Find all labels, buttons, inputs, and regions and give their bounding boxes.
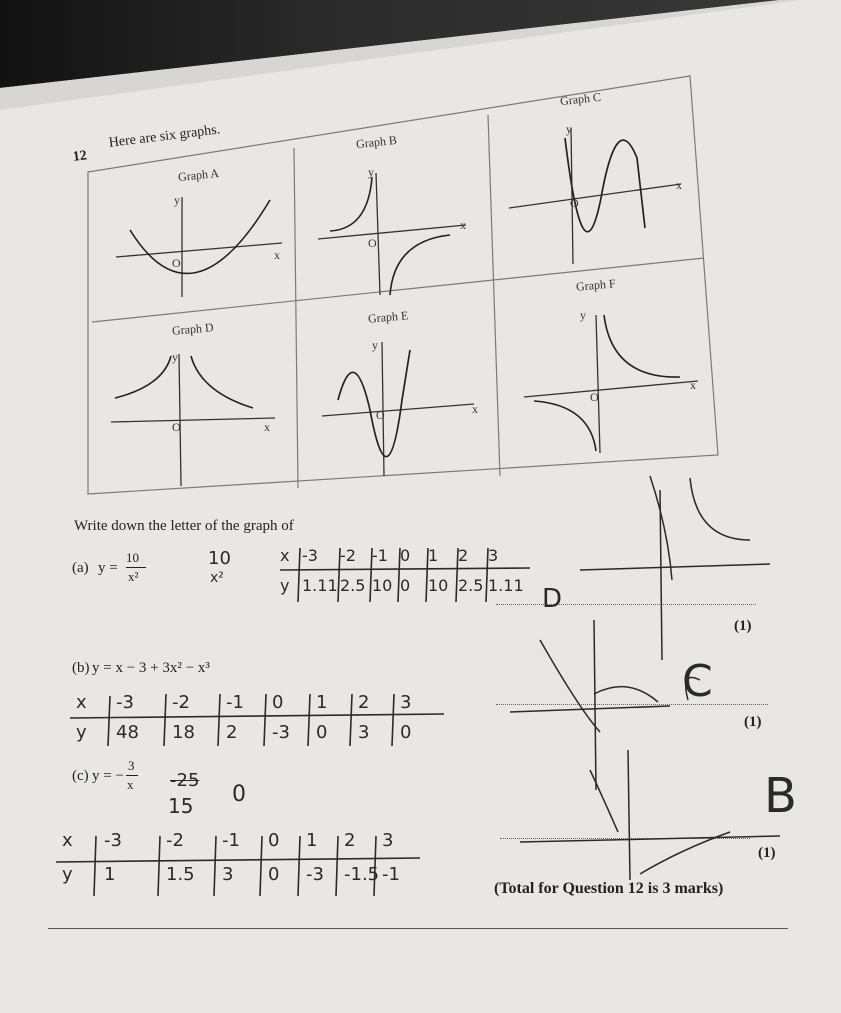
part-c-eq-num: 3 (128, 758, 135, 773)
part-a-mark: (1) (734, 618, 752, 634)
working-c-x-cell: 0 (268, 830, 280, 851)
working-a-x-cell: -2 (340, 546, 356, 565)
instruction-text: Write down the letter of the graph of (74, 518, 294, 534)
working-a-y-cell: 1.11 (302, 576, 338, 595)
graph-b-curve-left (330, 177, 372, 231)
graph-f-curve-right (604, 315, 680, 377)
working-b-y-cell: 3 (358, 722, 370, 743)
working-sketches (500, 470, 800, 890)
question-number: 12 (72, 148, 88, 165)
working-b-x-cell: -3 (116, 692, 134, 713)
graph-a (110, 185, 290, 305)
working-c-x-cell: 1 (306, 830, 318, 851)
working-b-y-cell: 0 (400, 722, 412, 743)
bottom-rule (48, 928, 788, 929)
part-b-mark: (1) (744, 714, 762, 730)
working-c-y-cell: 1.5 (166, 864, 195, 885)
working-a-y-cell: 10 (372, 576, 393, 595)
working-b-x-cell: x (76, 692, 87, 713)
working-b-x-cell: -2 (172, 692, 190, 713)
working-a-x-cell: -3 (302, 546, 318, 565)
working-b-y-cell: 48 (116, 722, 139, 743)
answer-c: B (764, 768, 797, 824)
graph-c-curve (565, 138, 645, 232)
working-a-x-cell: 1 (428, 546, 439, 565)
working-b-y-cell: 18 (172, 722, 195, 743)
working-c-x-cell: 3 (382, 830, 394, 851)
graph-f-y-axis (596, 315, 600, 453)
working-a-frac-den: x² (210, 570, 224, 586)
working-a-x-cell: -1 (372, 546, 388, 565)
graph-f-y-label: y (580, 308, 586, 322)
graph-e-label: Graph E (367, 308, 409, 326)
graph-d (105, 350, 285, 490)
graph-e-x-axis (322, 404, 474, 416)
graph-e (318, 330, 488, 480)
part-a-eq-num: 10 (126, 550, 139, 565)
part-b-equation: y = x − 3 + 3x² − x³ (92, 660, 210, 676)
graph-a-y-label: y (174, 193, 180, 207)
graph-c-x-axis (509, 184, 681, 208)
graph-c (505, 118, 705, 268)
graph-b-y-label: y (368, 165, 374, 179)
working-c-y-cell: y (62, 864, 73, 885)
graph-d-origin: O (172, 420, 181, 434)
graph-e-x-label: x (472, 402, 478, 416)
working-c-y-cell: 0 (268, 864, 280, 885)
part-c-fraction-bar (126, 775, 138, 776)
part-a-id: (a) (72, 560, 89, 576)
working-c-x-cell: -2 (166, 830, 184, 851)
answer-a: D (542, 584, 563, 614)
working-a-y-cell: 0 (400, 576, 411, 595)
graph-a-origin: O (172, 256, 181, 270)
working-b-x-cell: -1 (226, 692, 244, 713)
part-b-id: (b) (72, 660, 90, 676)
working-c-y-cell: -1.5 (344, 864, 380, 885)
working-b-y-cell: 2 (226, 722, 238, 743)
graph-b-curve-right (390, 235, 450, 295)
working-a-x-cell: 2 (458, 546, 469, 565)
working-a-x-cell: 0 (400, 546, 411, 565)
working-a-y-cell: y (280, 576, 290, 595)
graph-a-x-label: x (274, 248, 280, 262)
graph-d-curve-left (115, 356, 171, 398)
part-a-fraction-bar (126, 567, 146, 568)
working-b-y-cell: y (76, 722, 87, 743)
working-c-extra-1: -25 (170, 770, 200, 791)
working-b-x-cell: 2 (358, 692, 370, 713)
working-c-x-cell: 2 (344, 830, 356, 851)
graph-d-x-label: x (264, 420, 270, 434)
graph-d-label: Graph D (171, 320, 215, 338)
graph-c-origin: O (570, 196, 579, 210)
graph-e-origin: O (376, 408, 385, 422)
total-marks: (Total for Question 12 is 3 marks) (494, 880, 724, 897)
working-a-y-cell: 2.5 (340, 576, 366, 595)
working-c-y-cell: 3 (222, 864, 234, 885)
working-a-y-cell: 1.11 (488, 576, 524, 595)
graph-e-y-label: y (372, 338, 378, 352)
working-b-y-cell: -3 (272, 722, 290, 743)
graph-b-label: Graph B (355, 132, 398, 152)
working-a-y-cell: 10 (428, 576, 449, 595)
graph-a-label: Graph A (177, 165, 220, 185)
working-c-extra-2: 15 (168, 794, 194, 818)
graph-f-label: Graph F (575, 276, 617, 294)
graph-f (520, 305, 710, 455)
working-a-x-cell: 3 (488, 546, 499, 565)
working-a-frac-num: 10 (208, 548, 231, 569)
working-c-x-cell: -3 (104, 830, 122, 851)
working-c-extra-3: 0 (232, 782, 246, 807)
part-c-mark: (1) (758, 845, 776, 861)
graph-d-y-label: y (172, 350, 178, 364)
working-b-x-cell: 0 (272, 692, 284, 713)
working-c-x-cell: x (62, 830, 73, 851)
working-c-y-cell: -3 (306, 864, 324, 885)
question-intro: Here are six graphs. (108, 122, 221, 151)
working-c-y-cell: 1 (104, 864, 116, 885)
working-c-x-cell: -1 (222, 830, 240, 851)
part-a-eq-den: x² (128, 569, 139, 584)
graph-b-x-axis (318, 225, 466, 239)
graph-b-origin: O (368, 236, 377, 250)
part-c-id: (c) (72, 768, 89, 784)
graph-f-x-axis (524, 381, 698, 397)
working-b-y-cell: 0 (316, 722, 328, 743)
graph-c-label: Graph C (559, 89, 602, 109)
working-a-y-cell: 2.5 (458, 576, 484, 595)
graph-c-y-label: y (566, 122, 572, 136)
working-a-x-cell: x (280, 546, 290, 565)
graph-b (310, 165, 480, 300)
graph-b-x-label: x (460, 218, 466, 232)
working-b-x-cell: 3 (400, 692, 412, 713)
graph-f-origin: O (590, 390, 599, 404)
graph-e-curve (338, 350, 410, 457)
graph-a-curve (130, 200, 270, 273)
graph-d-x-axis (111, 418, 275, 422)
answer-b: C (682, 656, 713, 707)
graph-d-curve-right (191, 356, 253, 408)
part-c-eq-den: x (127, 777, 134, 792)
working-b-x-cell: 1 (316, 692, 328, 713)
graph-c-x-label: x (676, 178, 682, 192)
working-c-y-cell: -1 (382, 864, 400, 885)
part-a-eq-prefix: y = (98, 560, 118, 576)
part-c-eq-prefix: y = − (92, 768, 124, 784)
graph-f-x-label: x (690, 378, 696, 392)
graph-f-curve-left (534, 401, 596, 451)
